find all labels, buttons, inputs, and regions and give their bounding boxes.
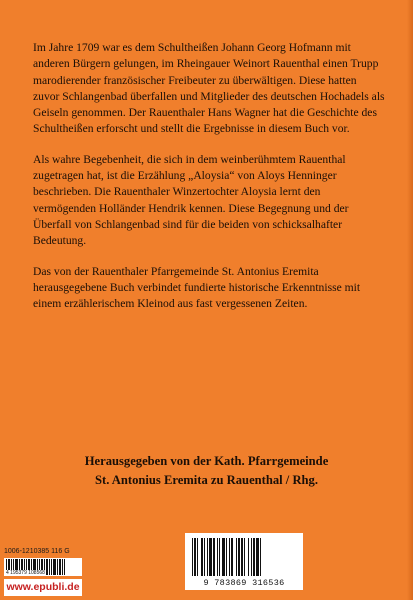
blurb-paragraph-1: Im Jahre 1709 war es dem Schultheißen Johann Georg Hofmann mit anderen Bürgern gelungen, im Rheingauer Weinort Rauenthal einen Trupp marodierender französischer Freibeuter zu überwältigen. Diese hatten zuvor Schlangenbad überfallen und Mitglieder des deutschen Hochadels als Geiseln genommen. Der Rauenthaler Hans Wagner hat die Geschichte des Schultheißen erforscht und stellt die Ergebnisse in diesem Buch vor. bbox=[33, 41, 385, 136]
blurb-paragraph-2: Als wahre Begebenheit, die sich in dem weinberühmtem Rauenthal zugetragen hat, ist die Erzählung „Aloysia“ von Aloys Henninger beschrieben. Die Rauenthaler Winzertochter Aloysia lernt den vermögenden Holländer Hendrik kennen. Diese Begegnung und der Überfall von Schlangenbad sind für die beiden von schicksalhafter Bedeutung. bbox=[33, 152, 349, 248]
publisher-brand: www.epubli.de bbox=[4, 579, 82, 596]
blurb-paragraph-3: Das von der Rauenthaler Pfarrgemeinde St. Antonius Eremita herausgegebene Buch verbindet fundierte historische Erkenntnisse mit einem erzählerischem Kleinod aus fast vergessenen Zeiten. bbox=[33, 264, 361, 311]
blurb-text bbox=[33, 40, 385, 326]
isbn-barcode-bars bbox=[191, 538, 297, 576]
small-barcode bbox=[4, 558, 82, 576]
publisher-credit bbox=[0, 452, 413, 490]
publisher-line-2: St. Antonius Eremita zu Rauenthal / Rhg. bbox=[95, 473, 318, 487]
isbn-barcode bbox=[185, 533, 303, 590]
print-code: 1006-1210385 116 G bbox=[4, 548, 70, 555]
cover-edge-shadow bbox=[407, 0, 413, 600]
isbn-number: 9 783869 316536 bbox=[203, 578, 285, 588]
publisher-line-1: Herausgegeben von der Kath. Pfarrgemeinde bbox=[84, 454, 329, 468]
small-barcode-digits: 4 195379 108568 bbox=[6, 570, 45, 576]
